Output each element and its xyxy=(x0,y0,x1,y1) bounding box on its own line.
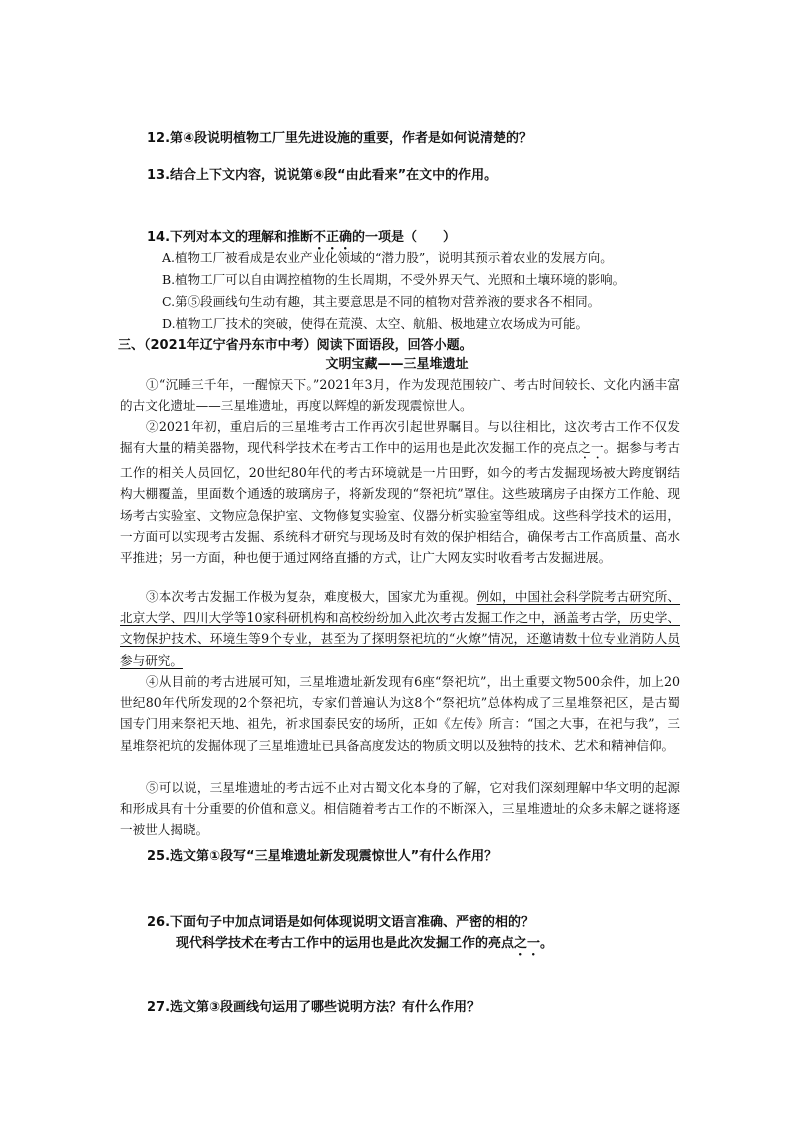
paragraph-2-dotted: 之一 xyxy=(578,440,604,456)
question-26: 26.下面句子中加点词语是如何体现说明文语言准确、严密的相的？ xyxy=(147,915,535,930)
option-b: B.植物工厂可以自由调控植物的生长周期，不受外界天气、光照和土壤环境的影响。 xyxy=(162,272,626,287)
paragraph-2-text-a: ②2021年初，重启后的三星堆考古工作再次引起世界瞩目。与以往相比，这次考古工作不仅发掘有大量的精美器物，现代科学技术在考古工作中的运用也是此次发掘工作的亮点 xyxy=(120,419,680,456)
paragraph-4: ④从目前的考古进展可知，三星堆遗址新发现有6座“祭祀坑”，出土重要文物500余件，加上20世纪80年代所发现的2个祭祀坑，专家们普遍认为这8个“祭祀坑”总体构成了三星堆祭祀区，是古蜀国专门用来祭祀天地、祖先，祈求国泰民安的场所，正如《左传》所言：“国之大事，在祀与我”，三星堆祭祀坑的发掘体现了三星堆遗址已具备高度发达的物质文明以及独特的技术、艺术和精神信仰。 xyxy=(120,674,680,753)
paragraph-1: ①“沉睡三千年，一醒惊天下。”2021年3月，作为发现范围较广、考古时间较长、文化内涵丰富的古文化遗址——三星堆遗址，再度以辉煌的新发现震惊世人。 xyxy=(120,377,680,414)
question-26-sentence-b: 。 xyxy=(540,936,554,951)
question-14-stem-b: 的一项是（ ） xyxy=(352,230,457,245)
paragraph-2-text-b: 。据参与考古工作的相关人员回忆，20世纪80年代的考古环境就是一片田野，如今的考古发掘现场被大跨度钢结构大棚覆盖，里面数个通透的玻璃房子，将新发现的“祭祀坑”罩住。这些玻璃房子由探方工作舱、现场考古实验室、文物应急保护室、文物修复实验室、仪器分析实验室等组成。这些科学技术的运用，一方面可以实现考古发掘、系统科才研究与现场及时有效的保护相结合，确保考古工作高质量、高水平推进；另一方面，种也便于通过网络直播的方式，让广大网友实时收看考古发掘进展。 xyxy=(120,440,681,566)
option-c: C.第⑤段画线句生动有趣，其主要意思是不同的植物对营养液的要求各不相同。 xyxy=(162,294,601,309)
paragraph-3-text: ③本次考古发掘工作极为复杂，难度极大，国家尤为重视。 xyxy=(146,589,477,604)
option-a: A.植物工厂被看成是农业产业化领域的“潜力股”，说明其预示着农业的发展方向。 xyxy=(162,250,613,265)
question-26-sentence-dotted: 之一 xyxy=(514,936,541,951)
question-14-stem-dot: 不正确 xyxy=(313,230,353,245)
question-14-stem-a: 14.下列对本文的理解和推断 xyxy=(147,230,314,245)
article-title: 文明宝藏——三星堆遗址 xyxy=(325,357,469,372)
paragraph-2 xyxy=(120,416,680,568)
question-25: 25.选文第①段写“三星堆遗址新发现震惊世人”有什么作用？ xyxy=(147,849,498,864)
question-12: 12.第④段说明植物工厂里先进设施的重要，作者是如何说清楚的？ xyxy=(147,131,533,146)
paragraph-3-underlined: 例如，中国社会科学院考古研究所、北京大学、四川大学等10家科研机构和高校纷纷加入此次考古发掘工作之中，涵盖考古学，历史学、文物保护技术、环境生等9个专业，甚至为了探明祭祀坑的“火燎”情况，还邀请数十位专业消防人员参与研究。 xyxy=(120,589,681,668)
paragraph-3 xyxy=(120,586,680,671)
paragraph-5: ⑤可以说，三星堆遗址的考古远不止对古蜀文化本身的了解，它对我们深刻理解中华文明的起源和形成具有十分重要的价值和意义。相信随着考古工作的不断深入，三星堆遗址的众多未解之谜将逐一被世人揭晓。 xyxy=(120,780,680,838)
question-26-sentence-a: 现代科学技术在考古工作中的运用也是此次发掘工作的亮点 xyxy=(176,936,515,951)
question-26-sentence xyxy=(176,932,553,959)
question-27: 27.选文第③段画线句运用了哪些说明方法？有什么作用？ xyxy=(147,1000,481,1015)
option-d: D.植物工厂技术的突破，使得在荒漠、太空、航船、极地建立农场成为可能。 xyxy=(162,316,589,331)
question-13: 13.结合上下文内容，说说第⑥段“由此看来”在文中的作用。 xyxy=(147,168,498,183)
section-3-heading: 三、（2021年辽宁省丹东市中考）阅读下面语段，回答小题。 xyxy=(118,338,473,353)
